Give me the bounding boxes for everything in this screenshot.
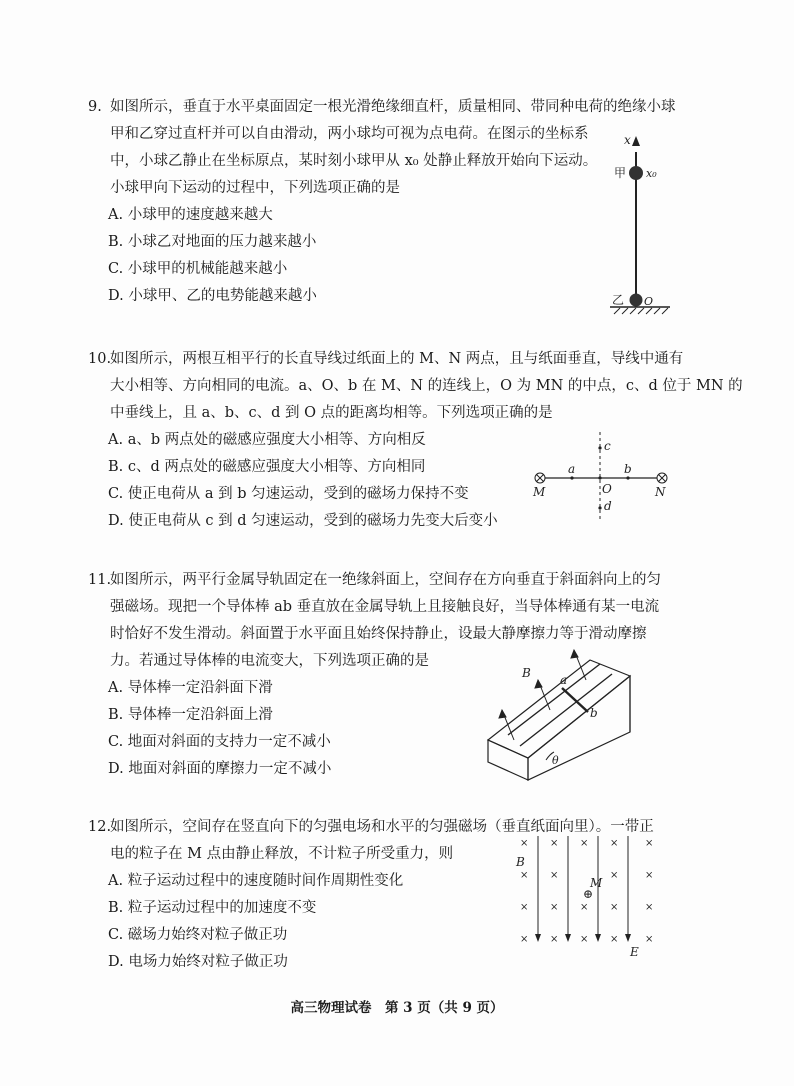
b-field-cross: ×: [610, 838, 619, 849]
stem-line: 力。若通过导体棒的电流变大，下列选项正确的是: [110, 653, 429, 669]
question-number: 12.: [88, 819, 112, 835]
label-b: b: [590, 706, 598, 720]
figure-12-fields: [508, 832, 668, 962]
axis-arrow: [632, 136, 640, 146]
label-d: d: [604, 499, 612, 513]
e-field-arrow: [595, 934, 601, 942]
label-yi: 乙: [612, 293, 625, 307]
label-origin: O: [644, 295, 654, 308]
label-m: M: [590, 876, 603, 890]
stem-line: 大小相等、方向相同的电流。a、O、b 在 M、N 的连线上，O 为 MN 的中点，c、d 位于 MN 的: [110, 378, 743, 394]
b-field-cross: ×: [645, 838, 654, 849]
stem-line: 强磁场。现把一个导体棒 ab 垂直放在金属导轨上且接触良好，当导体棒通有某一电流: [110, 599, 660, 615]
b-field-cross: ×: [520, 838, 529, 849]
option-a: A. a、b 两点处的磁感应强度大小相等、方向相反: [108, 432, 426, 448]
incline-block: [488, 660, 630, 780]
option-b: B. 小球乙对地面的压力越来越小: [108, 234, 317, 250]
point-a: [570, 476, 573, 479]
point-d: [598, 506, 601, 509]
point-b: [626, 476, 629, 479]
label-jia: 甲: [614, 166, 627, 180]
stem-line: 时恰好不发生滑动。斜面置于水平面且始终保持静止，设最大静摩擦力等于滑动摩擦: [110, 626, 647, 642]
label-e-field: E: [630, 945, 639, 959]
stem-line: 电的粒子在 M 点由静止释放，不计粒子所受重力，则: [110, 846, 454, 862]
point-o: [598, 476, 601, 479]
e-field-arrow: [535, 934, 541, 942]
b-field-cross: ×: [580, 902, 589, 913]
label-m: M: [533, 485, 546, 499]
label-a: a: [568, 462, 576, 476]
wire-n: [657, 473, 667, 483]
option-c: C. 使正电荷从 a 到 b 匀速运动，受到的磁场力保持不变: [108, 486, 469, 502]
figure-10-wires: [528, 430, 678, 525]
b-field-cross: ×: [580, 838, 589, 849]
b-field-cross: ×: [645, 870, 654, 881]
option-d: D. 电场力始终对粒子做正功: [108, 954, 288, 970]
stem-line: 如图所示，两平行金属导轨固定在一绝缘斜面上，空间存在方向垂直于斜面斜向上的匀: [110, 572, 661, 588]
question-number: 10.: [88, 351, 112, 367]
option-b: B. c、d 两点处的磁感应强度大小相等、方向相同: [108, 459, 426, 475]
option-d: D. 地面对斜面的摩擦力一定不减小: [108, 761, 332, 777]
figure-11-incline: [480, 640, 650, 790]
field-arrows: [499, 650, 586, 740]
stem-line: 甲和乙穿过直杆并可以自由滑动，两小球均可视为点电荷。在图示的坐标系: [110, 126, 589, 142]
b-field-cross: ×: [610, 902, 619, 913]
option-b: B. 导体棒一定沿斜面上滑: [108, 707, 273, 723]
stem-line: 如图所示，垂直于水平桌面固定一根光滑绝缘细直杆，质量相同、带同种电荷的绝缘小球: [110, 99, 676, 115]
page-footer: 高三物理试卷 第 3 页（共 9 页）: [290, 1000, 504, 1016]
wire-m: [535, 473, 545, 483]
label-a: a: [560, 673, 568, 687]
b-field-cross: ×: [645, 902, 654, 913]
figure-9-rod: [600, 124, 680, 324]
b-field-cross: ×: [520, 870, 529, 881]
question-number: 9.: [88, 99, 102, 115]
e-field-arrow: [565, 934, 571, 942]
point-c: [598, 446, 601, 449]
stem-line: 小球甲向下运动的过程中，下列选项正确的是: [110, 180, 400, 196]
option-c: C. 磁场力始终对粒子做正功: [108, 927, 288, 943]
option-a: A. 小球甲的速度越来越大: [108, 207, 273, 223]
b-field-cross: ×: [580, 934, 589, 945]
stem-line: 中，小球乙静止在坐标原点，某时刻小球甲从 x₀ 处静止释放开始向下运动。: [110, 153, 598, 169]
label-x0: x₀: [646, 167, 657, 180]
option-c: C. 地面对斜面的支持力一定不减小: [108, 734, 331, 750]
b-field-cross: ×: [550, 870, 559, 881]
label-n: N: [655, 485, 666, 499]
label-o: O: [602, 482, 612, 496]
label-c: c: [604, 439, 611, 453]
e-field-arrow: [625, 934, 631, 942]
b-field-cross: ×: [610, 934, 619, 945]
b-field-cross: ×: [520, 902, 529, 913]
option-a: A. 粒子运动过程中的速度随时间作周期性变化: [108, 873, 404, 889]
b-field-cross: ×: [550, 902, 559, 913]
option-d: D. 小球甲、乙的电势能越来越小: [108, 288, 317, 304]
b-field-cross: ×: [550, 934, 559, 945]
label-b-field: B: [522, 666, 531, 680]
ball-jia: [629, 166, 643, 180]
ball-yi: [630, 294, 643, 307]
b-field-cross: ×: [645, 934, 654, 945]
conductor-rod: [562, 688, 588, 712]
option-d: D. 使正电荷从 c 到 d 匀速运动，受到的磁场力先变大后变小: [108, 513, 498, 529]
label-b-field: B: [516, 855, 525, 869]
charge-symbol: ⊕: [583, 887, 594, 901]
option-b: B. 粒子运动过程中的加速度不变: [108, 900, 317, 916]
b-field-cross: ×: [610, 870, 619, 881]
ground-hatch: [614, 308, 668, 314]
option-c: C. 小球甲的机械能越来越小: [108, 261, 288, 277]
axis-label: x: [624, 133, 631, 147]
label-b: b: [624, 462, 632, 476]
stem-line: 如图所示，两根互相平行的长直导线过纸面上的 M、N 两点，且与纸面垂直，导线中通有: [110, 351, 684, 367]
b-field-cross: ×: [550, 838, 559, 849]
label-theta: θ: [552, 754, 559, 767]
option-a: A. 导体棒一定沿斜面下滑: [108, 680, 273, 696]
b-field-cross: ×: [520, 934, 529, 945]
stem-line: 如图所示，空间存在竖直向下的匀强电场和水平的匀强磁场（垂直纸面向里）。一带正: [110, 819, 654, 835]
question-number: 11.: [88, 572, 112, 588]
stem-line: 中垂线上，且 a、b、c、d 到 O 点的距离均相等。下列选项正确的是: [110, 405, 553, 421]
